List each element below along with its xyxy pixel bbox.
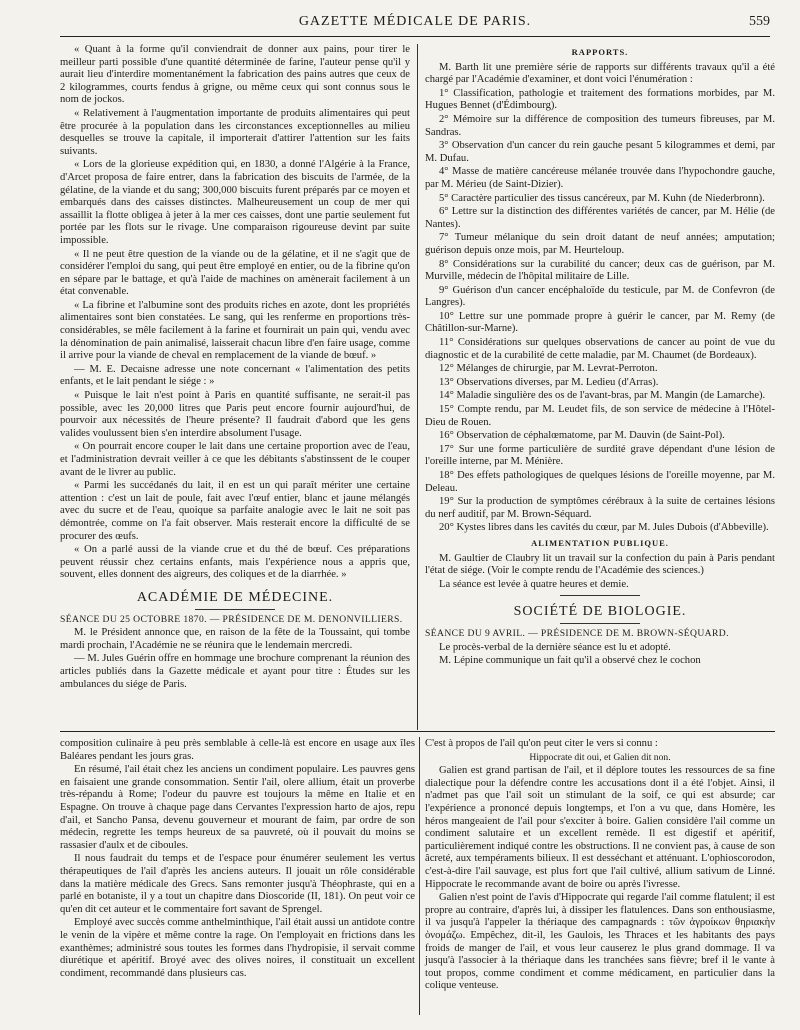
paragraph: M. Lépine communique un fait qu'il a observé chez le cochon: [439, 655, 701, 667]
paragraph: — M. Jules Guérin offre en hommage une brochure comprenant la réunion des articles publiés dans la Gazette médicale et ayant pour titre : Études sur les ambulances du siége de Paris.: [60, 653, 410, 690]
report-item: 12° Mélanges de chirurgie, par M. Levrat-Perroton.: [439, 363, 658, 375]
report-item: 4° Masse de matière cancéreuse mélanée trouvée dans l'hypochondre gauche, par M. Mérieu (de Saint-Dizier).: [425, 166, 775, 190]
closing-line: La séance est levée à quatre heures et demie.: [439, 578, 629, 590]
report-item: 19° Sur la production de symptômes cérébraux à la suite de certaines lésions du nerf auditif, par M. Brown-Séquard.: [425, 496, 775, 520]
report-item: 14° Maladie singulière des os de l'avant-bras, par M. Mangin (de Lamarche).: [439, 390, 766, 402]
paragraph: Galien n'est point de l'avis d'Hippocrate qui regarde l'ail comme flatulent; il est propre au contraire, d'après lui, à dissiper les flatulences. Dans son enthousiasme, il va jusqu'à l'appeler la thériaque des campagnards : τῶν ἀγροίκων θηριακὴν ὀνομάζω. Empêchez, dit-il, les Gaulois, les Thraces et les habitants des pays froids de manger de l'ail, et vous leur causerez le plus grand dommage. Il va jusqu'à l'associer à la thériaque dans les tranchées sans fièvre; bref il le vante à tout propos, comme condiment et comme médicament, en particulier dans la colique venteuse.: [425, 892, 775, 992]
report-item: 1° Classification, pathologie et traitement des formations morbides, par M. Hugues Bennet (d'Édimbourg).: [425, 87, 775, 112]
paragraph: « On a parlé aussi de la viande crue et du thé de bœuf. Ces préparations peuvent réussir chez certains enfants, mais l'expérience nous a appris que, souvent, elles donnent des aigreurs, des coliques et de la diarrhée. »: [60, 544, 410, 581]
column-divider: [419, 737, 420, 1015]
report-item: 8° Considérations sur la curabilité du cancer; deux cas de guérison, par M. Murville, médecin de l'hôpital militaire de Lille.: [425, 258, 775, 283]
rapports-heading: RAPPORTS.: [571, 47, 629, 57]
paragraph: « Lors de la glorieuse expédition qui, en 1830, a donné l'Algérie à la France, d'Arcet proposa de faire entrer, dans la fabrication des biscuits de l'armée, de la gélatine, de la viande et du sang; 300,000 biscuits furent préparés par ce moyen et embarqués dans des caisses distinctes. Malheureusement un coup de mer qui assaillit la flotte obligea à jeter à la mer ces caisses, dont une partie seulement fut portée par les flots sur le rivage. Une comparaison rigoureuse devint par suite impossible.: [60, 159, 410, 246]
report-item: 16° Observation de céphalœmatome, par M. Dauvin (de Saint-Pol).: [439, 430, 725, 442]
report-item: 11° Considérations sur quelques observations de cancer au point de vue du diagnostic et de la curabilité de cette maladie, par M. Chaumet (de Bordeaux).: [425, 337, 775, 361]
paragraph: Le procès-verbal de la dernière séance est lu et adopté.: [439, 641, 671, 653]
report-item: 9° Guérison d'un cancer encéphaloïde du testicule, par M. de Confevron (de Langres).: [425, 284, 775, 309]
paragraph: « Relativement à l'augmentation importante de produits alimentaires qui peut être procurée à la population dans les circonstances exceptionnelles au milieu desquelles se trouve la capitale, il importerait d'attirer l'attention sur les faits suivants.: [60, 107, 410, 157]
running-title: GAZETTE MÉDICALE DE PARIS.: [298, 14, 532, 29]
page-header: [60, 14, 770, 36]
paragraph: C'est à propos de l'ail qu'on peut citer le vers si connu :: [425, 738, 658, 749]
section-rule: [560, 595, 640, 596]
academie-session-line: SÉANCE DU 25 OCTOBRE 1870. — PRÉSIDENCE DE M. DENONVILLIERS.: [60, 613, 403, 625]
academie-section-title: ACADÉMIE DE MÉDECINE.: [136, 589, 334, 605]
paragraph: « Parmi les succédanés du lait, il en est un qui paraît mériter une certaine attention : c'est un lait de poule, fait avec l'œuf entier, blanc et jaune mélangés avec du sucre et de l'eau, quoique sa parfaite analogie avec le lait ne soit pas démontrée, comme on l'a fait observer. Mais resterait encore la difficulté de se procurer des œufs.: [60, 480, 410, 542]
alimentation-heading: ALIMENTATION PUBLIQUE.: [531, 537, 669, 548]
report-item: 17° Sur une forme particulière de surdité grave dépendant d'une lésion de l'oreille interne, par M. Ménière.: [425, 443, 775, 468]
report-item: 5° Caractère particulier des tissus cancéreux, par M. Kuhn (de Niederbronn).: [439, 192, 765, 204]
paragraph: M. Gaultier de Claubry lit un travail sur la confection du pain à Paris pendant l'état de siége. (Voir le compte rendu de l'Académie des sciences.): [425, 552, 775, 577]
paragraph: En résumé, l'ail était chez les anciens un condiment populaire. Les pauvres gens en faisaient une grande consommation. Sentir l'ail, olere allium, était un proverbe très-répandu à Rome; l'odeur du pauvre est toujours la même en Italie et en Espagne. On trouve à chaque page dans Cervantes l'expression harto de ajos, repu d'ail, et Sancho Pansa, devenu gouverneur et mourant de faim, par ordre de son médecin, regrette les temps heureux de sa pauvreté, où il pouvait du moins se rassasier d'aulx et de ciboules.: [60, 764, 415, 851]
report-item: 7° Tumeur mélanique du sein droit datant de neuf années; amputation; guérison depuis onze mois, par M. Heurteloup.: [425, 232, 775, 256]
paragraph: Galien est grand partisan de l'ail, et il déplore toutes les ressources de sa fine dialectique pour la défendre contre les accusations dont il a été l'objet. Ainsi, il n'admet pas que l'ail soit un stimulant de la soif, ce qui est absurde; car l'expérience a prononcé depuis longtemps, et l'on a vu que, dans Homère, les héros mangeaient de l'ail pour s'exciter à boire. Galien considère l'ail comme un condiment salutaire et un excellent remède. Il est digestif et apéritif, particulièrement indiqué contre les obstructions. Il ne convient pas, à cause de son âcreté, aux tempéraments bilieux. Il est desséchant et atténuant. L'ophioscorodon, c'est-à-dire l'ail sauvage, est plus fort que l'ail cultivé, allium sativum de Linné. Hippocrate le recommande avant de boire ou après l'ivresse.: [425, 765, 775, 890]
paragraph: M. Barth lit une première série de rapports sur différents travaux qu'il a été chargé par l'Académie d'examiner, et dont voici l'énumération :: [425, 61, 775, 86]
quoted-verse: Hippocrate dit oui, et Galien dit non.: [529, 751, 671, 763]
paragraph: « Puisque le lait n'est point à Paris en quantité suffisante, ne serait-il pas possible, avec les 20,000 litres que Paris peut encore fournir aujourd'hui, de pourvoir aux nécessités de l'heure présente? Il faudrait d'abord que les gens valides voulussent bien s'en interdire absolument l'usage.: [60, 390, 410, 439]
paragraph: « Il ne peut être question de la viande ou de la gélatine, et il ne s'agit que de considérer l'emploi du sang, qui peut être employé en entier, ou de la fibrine qu'on en sépare par le battage, et qu'à l'aide de machines on amènerait facilement à un état convenable.: [60, 248, 410, 298]
report-item: 6° Lettre sur la distinction des différentes variétés de cancer, par M. Hélie (de Nantes).: [425, 206, 775, 230]
top-right-column: [425, 44, 775, 669]
report-item: 18° Des effets pathologiques de quelques lésions de l'oreille moyenne, par M. Deleau.: [425, 470, 775, 494]
section-rule: [195, 609, 275, 610]
report-item: 20° Kystes libres dans les cavités du cœur, par M. Jules Dubois (d'Abbeville).: [439, 522, 769, 534]
bottom-left-column: [60, 738, 415, 981]
report-item: 2° Mémoire sur la différence de composition des tumeurs fibreuses, par M. Sandras.: [425, 113, 775, 138]
feuilleton-rule: [60, 731, 775, 732]
report-item: 13° Observations diverses, par M. Ledieu (d'Arras).: [439, 376, 659, 388]
report-item: 3° Observation d'un cancer du rein gauche pesant 5 kilogrammes et demi, par M. Dufau.: [425, 140, 775, 164]
bottom-right-column: [425, 738, 775, 994]
paragraph: M. le Président annonce que, en raison de la fête de la Toussaint, qui tombe mardi prochain, l'Académie ne se réunira que le lendemain mercredi.: [60, 627, 410, 651]
paragraph: Employé avec succès comme anthelminthique, l'ail était aussi un antidote contre le venin de la vipère et même contre la rage. On l'employait en frictions dans les exanthèmes; administré sous toutes les formes dans l'hydropisie, il servait comme diurétique et apéritif. Broyé avec des olives noires, il constituait un excellent condiment, recommandé dans plusieurs cas.: [60, 917, 415, 979]
top-left-column: [60, 44, 410, 692]
biologie-section-title: SOCIÉTÉ DE BIOLOGIE.: [513, 604, 687, 620]
paragraph: composition culinaire à peu près semblable à celle-là est encore en usage aux îles Baléares pendant les jours gras.: [60, 738, 415, 762]
paragraph: Il nous faudrait du temps et de l'espace pour énumérer seulement les vertus thérapeutiques de l'ail d'après les anciens auteurs. Il jouait un rôle considérable dans la matière médicale des Grecs. Sans remonter jusqu'à Théophraste, qui en a parlé en botaniste, il y a tout un chapitre dans Dioscoride (II, 181). On peut voir ce qu'en dit cet auteur et le commentaire fort savant de Sprengel.: [60, 853, 415, 915]
report-item: 10° Lettre sur une pommade propre à guérir le cancer, par M. Remy (de Châtillon-sur-Marne).: [425, 310, 775, 335]
header-rule: [60, 36, 770, 37]
page-number: 559: [749, 14, 770, 29]
column-divider: [417, 44, 418, 730]
paragraph: — M. E. Decaisne adresse une note concernant « l'alimentation des petits enfants, et le lait pendant le siége : »: [60, 363, 410, 388]
paragraph: « La fibrine et l'albumine sont des produits riches en azote, dont les propriétés alimentaires sont bien constatées. Le sang, qui les renferme en proportions très-considérables, se mêle facilement à la farine et fournirait un pain qui, vendu avec la dénomination de pain animalisé, laisserait chacun libre d'en faire usage, comme il arrive pour la viande de cheval en remplacement de la viande de bœuf. »: [60, 299, 410, 362]
section-rule: [560, 623, 640, 624]
report-item: 15° Compte rendu, par M. Leudet fils, de son service de médecine à l'Hôtel-Dieu de Rouen.: [425, 404, 775, 428]
paragraph: « Quant à la forme qu'il conviendrait de donner aux pains, pour tirer le meilleur parti possible d'une quantité déterminée de farine, l'auteur pense qu'il y aurait lieu d'interdire momentanément la fabrication des pains autres que ceux de 2 kilogrammes, courts fendus à grigne, ou même ceux qui sont connus sous le nom de jockos.: [60, 44, 410, 106]
paragraph: « On pourrait encore couper le lait dans une certaine proportion avec de l'eau, et l'administration devrait veiller à ce que les débitants s'abstinssent de le couper avant de le livrer au public.: [60, 441, 410, 478]
biologie-session-line: SÉANCE DU 9 AVRIL. — PRÉSIDENCE DE M. BROWN-SÉQUARD.: [425, 627, 729, 639]
